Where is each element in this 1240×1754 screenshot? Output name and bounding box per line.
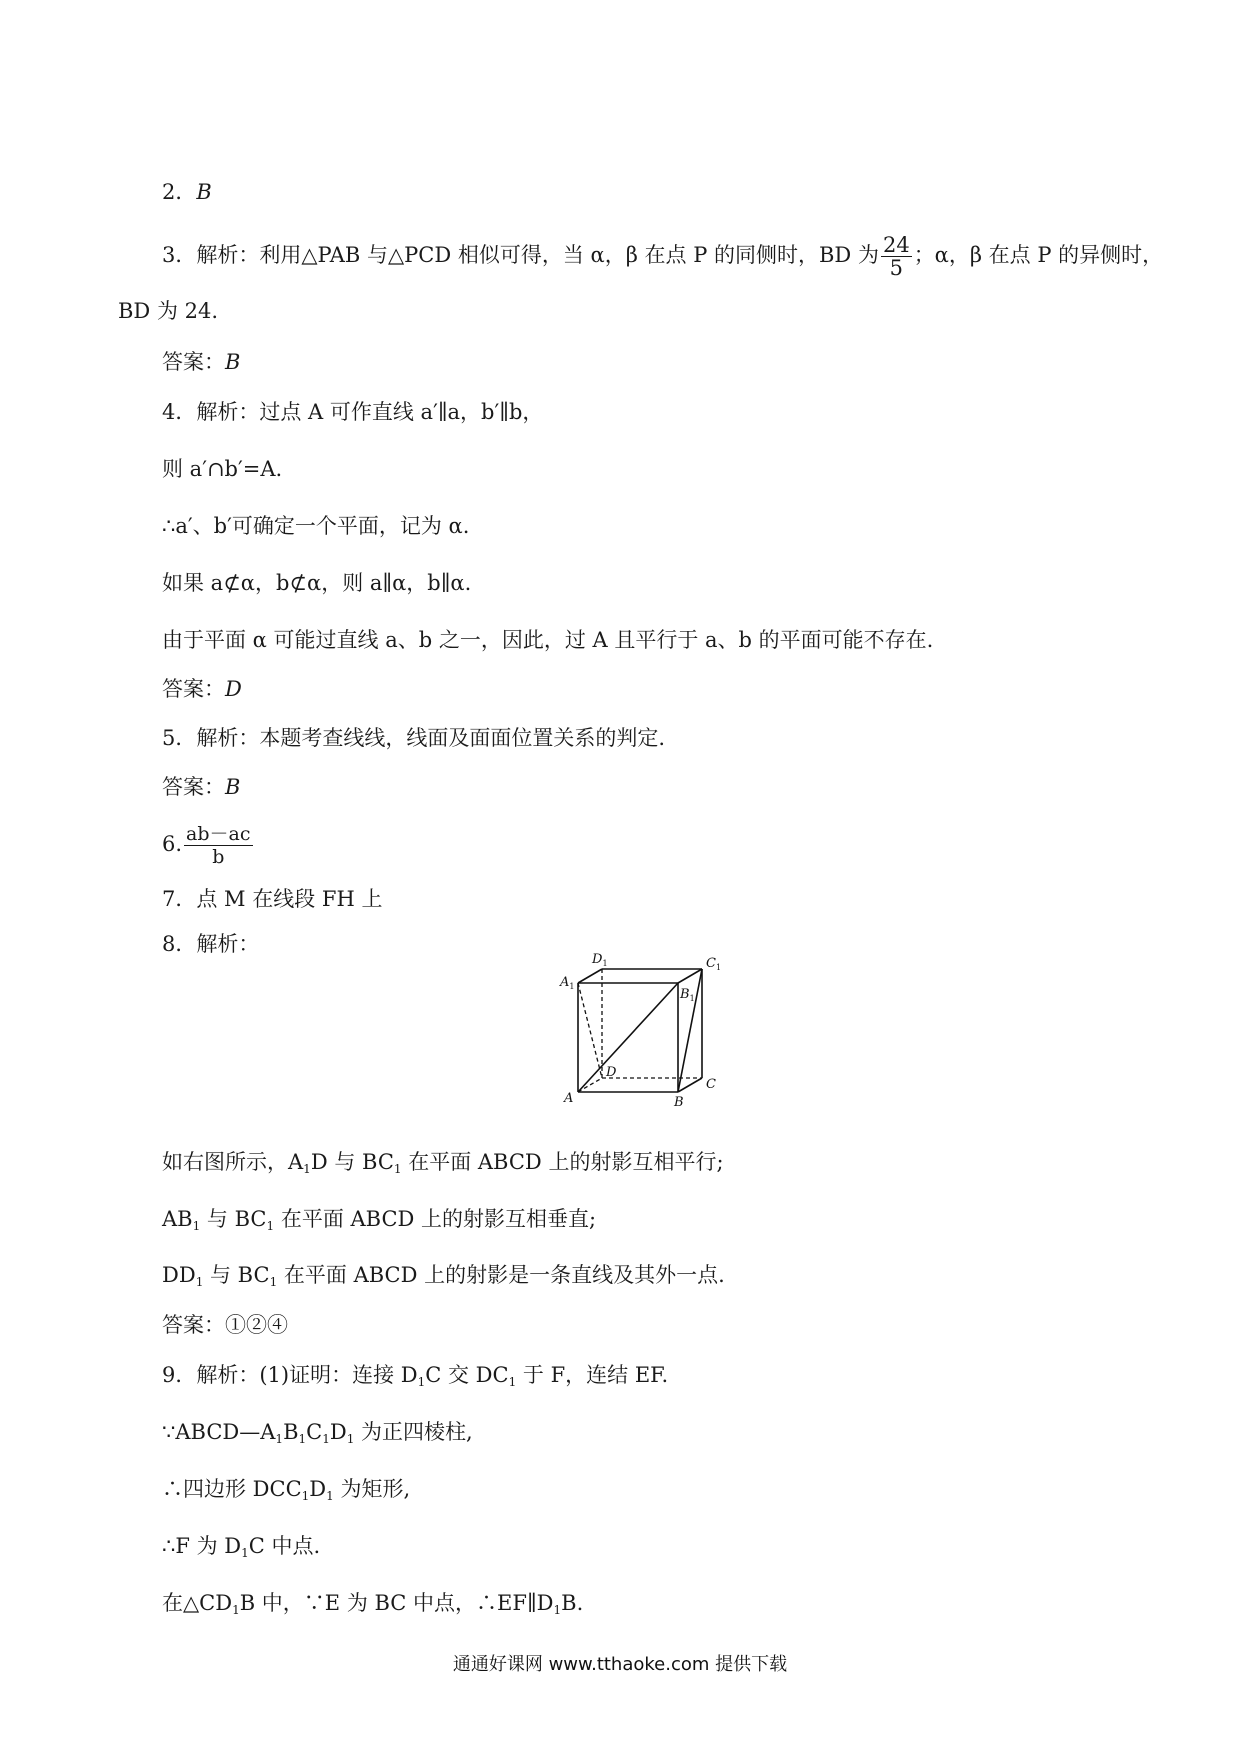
fraction-numerator: 24 bbox=[882, 233, 910, 257]
cube-figure bbox=[550, 936, 750, 1116]
solution-4-line-4: 如果 a⊄α，b⊄α，则 a∥α，b∥α. bbox=[162, 571, 472, 595]
fraction-denominator: 5 bbox=[889, 256, 903, 280]
answer-4 bbox=[162, 675, 242, 703]
answer-2 bbox=[162, 178, 212, 206]
answer-5 bbox=[162, 773, 240, 801]
answer-7: 7．点 M 在线段 FH 上 bbox=[162, 887, 383, 911]
answer-label: 答案： bbox=[162, 775, 225, 799]
answer-6-number: 6. bbox=[162, 832, 183, 856]
answer-value: D bbox=[225, 677, 242, 701]
solution-4-line-3: ∴a′、b′可确定一个平面，记为 α. bbox=[162, 514, 470, 538]
answer-label: 答案： bbox=[162, 350, 225, 374]
label-A1: $A_1$ bbox=[560, 975, 575, 991]
page-footer: 通通好课网 www.tthaoke.com 提供下载 bbox=[452, 1654, 788, 1675]
label-C1: $C_1$ bbox=[706, 956, 722, 972]
answer-value: B bbox=[225, 775, 241, 799]
label-B1: $B_1$ bbox=[680, 987, 695, 1003]
label-D1: $D_1$ bbox=[592, 952, 608, 968]
fraction-24-5 bbox=[881, 234, 912, 279]
solution-4-line-5: 由于平面 α 可能过直线 a、b 之一，因此，过 A 且平行于 a、b 的平面可能不存在. bbox=[162, 628, 934, 652]
answer-2-value: B bbox=[196, 180, 212, 204]
label-B: B bbox=[674, 1095, 684, 1110]
label-D: D bbox=[606, 1065, 617, 1080]
solution-3-text-b: ；α，β 在点 P 的异侧时， bbox=[913, 243, 1164, 267]
answer-6 bbox=[162, 823, 255, 868]
solution-9-line-3: ∴四边形 $DCC_1D_1$ 为矩形, bbox=[162, 1477, 411, 1503]
solution-4-line-1: 4．解析：过点 A 可作直线 a′∥a，b′∥b， bbox=[162, 400, 544, 424]
solution-4-line-2: 则 a′∩b′=A. bbox=[162, 457, 283, 481]
solution-8-line-3: $DD_1$ 与 $BC_1$ 在平面 ABCD 上的射影是一条直线及其外一点. bbox=[162, 1263, 725, 1289]
fraction-denominator: b bbox=[212, 846, 225, 868]
solution-9-line-1: 9．解析：(1)证明：连接 $D_1C$ 交 $DC_1$ 于 F，连结 EF. bbox=[162, 1363, 669, 1389]
answer-3 bbox=[162, 348, 240, 376]
solution-9-line-4: ∴F 为 $D_1C$ 中点. bbox=[162, 1534, 321, 1560]
solution-8-heading: 8．解析： bbox=[162, 932, 260, 956]
label-C: C bbox=[706, 1077, 716, 1092]
answer-2-number: 2． bbox=[162, 180, 197, 204]
answer-value: B bbox=[225, 350, 241, 374]
solution-8-line-2: $AB_1$ 与 $BC_1$ 在平面 ABCD 上的射影互相垂直; bbox=[162, 1207, 597, 1233]
solution-9-line-5: 在$\triangle CD_1B$ 中，∵E 为 BC 中点，$\therefore EF\parallel D_1B$. bbox=[162, 1591, 584, 1617]
fraction-ab-ac-over-b bbox=[184, 823, 252, 868]
answer-label: 答案： bbox=[162, 677, 225, 701]
label-A: A bbox=[564, 1091, 574, 1106]
fraction-numerator: ab－ac bbox=[186, 823, 251, 845]
solution-3-line-2: BD 为 24. bbox=[118, 299, 219, 323]
cube-diagram bbox=[550, 936, 750, 1116]
solution-8-line-1: 如右图所示，$A_1D$ 与 $BC_1$ 在平面 ABCD 上的射影互相平行; bbox=[162, 1150, 724, 1176]
solution-9-line-2: $\because ABCD—A_1B_1C_1D_1$ 为正四棱柱, bbox=[162, 1420, 473, 1446]
solution-3-text-a: 3．解析：利用△PAB 与△PCD 相似可得，当 α，β 在点 P 的同侧时，BD 为 bbox=[162, 243, 879, 267]
solution-5: 5．解析：本题考查线线，线面及面面位置关系的判定. bbox=[162, 726, 666, 750]
answer-8: 答案：①②④ bbox=[162, 1313, 288, 1337]
solution-3-line-1 bbox=[162, 234, 1163, 279]
